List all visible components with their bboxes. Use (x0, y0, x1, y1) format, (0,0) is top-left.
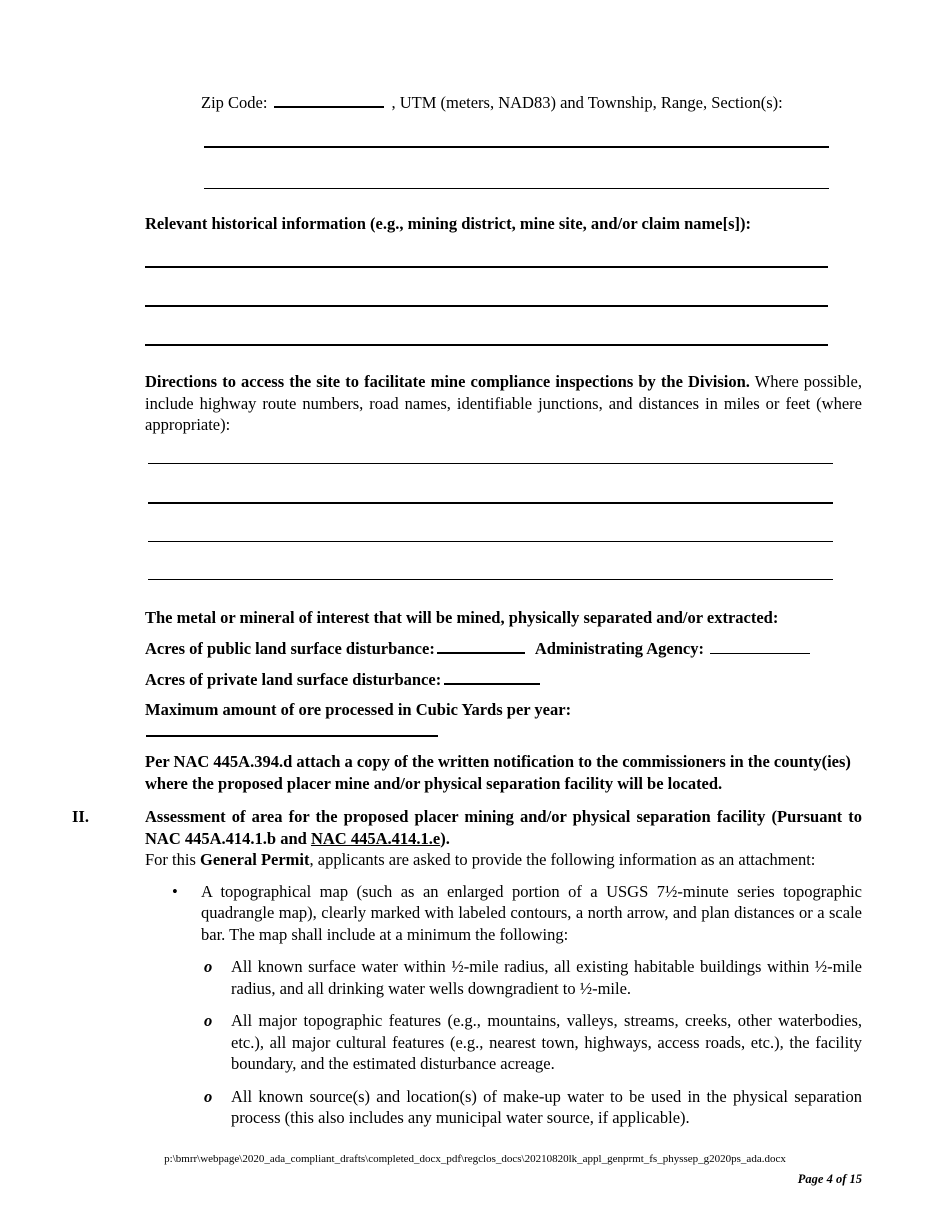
section-ii (72, 806, 862, 871)
page-number: Page 4 of 15 (797, 1172, 862, 1186)
acres-public-line (145, 638, 862, 660)
sub-bullet-icon: o (204, 1086, 213, 1106)
max-ore-label: Maximum amount of ore processed in Cubic Yards per year: (145, 700, 572, 719)
blank-line (148, 502, 833, 504)
intro-tail: , applicants are asked to provide the following information as an attachment: (309, 850, 816, 869)
max-ore-line (145, 699, 862, 742)
bullet-icon: • (172, 881, 178, 901)
blank-line (145, 344, 828, 346)
footer-file-path: p:\bmrr\webpage\2020_ada_compliant_drafts\completed_docx_pdf\regclos_docs\20210820lk_appl_genprmt_fs_physsep_g2020ps_ada.docx (164, 1153, 786, 1165)
section-ii-heading-text: Assessment of area for the proposed placer mining and/or physical separation facility (Pursuant to NAC 445A.414.1.b and (145, 807, 862, 848)
list-item-text: A topographical map (such as an enlarged portion of a USGS 7½-minute series topographic quadrangle map), clearly marked with labeled contours, a north arrow, and plan distances or a scale bar. The map shall include at a minimum the following: (201, 881, 862, 944)
acres-private-label: Acres of private land surface disturbance: (145, 669, 442, 689)
list-item-surface-water (145, 956, 862, 999)
max-ore-blank (146, 722, 438, 737)
acres-private-blank (444, 670, 540, 685)
acres-public-label: Acres of public land surface disturbance: (145, 639, 435, 658)
blank-line (145, 266, 828, 268)
section-ii-number: II. (72, 807, 89, 826)
section-ii-intro (145, 849, 862, 871)
blank-line (148, 579, 833, 580)
zip-code-blank (274, 93, 384, 108)
general-permit-emphasis: General Permit (200, 850, 310, 869)
sub-bullet-icon: o (204, 1011, 213, 1030)
blank-line (145, 305, 828, 307)
blank-line (204, 146, 829, 148)
sub-bullet-icon: o (204, 957, 213, 976)
section-ii-heading-nac-ref: NAC 445A.414.1.e (310, 828, 441, 848)
list-item-topographic-features (145, 1010, 862, 1075)
administrating-agency-label: Administrating Agency: (534, 639, 704, 658)
zip-code-line (201, 92, 862, 114)
directions-body: Where possible, include highway route numbers, road names, identifiable junctions, and distances in miles or feet (where appropriate): (145, 372, 862, 434)
historical-info-heading: Relevant historical information (e.g., mining district, mine site, and/or claim name[s]): (145, 213, 751, 233)
administrating-agency-blank (710, 640, 810, 654)
list-item-text: All known source(s) and location(s) of make-up water to be used in the physical separation process (this also includes any municipal water source, if applicable). (231, 1086, 862, 1127)
intro-lead: For this (145, 850, 201, 869)
blank-line (204, 188, 829, 189)
section-ii-heading-end: ). (440, 828, 450, 848)
list-item-text: All major topographic features (e.g., mountains, valleys, streams, creeks, other waterbodies, etc.), all major cultural features (e.g., nearest town, highways, access roads, etc.), the facility boundary, and the estimated disturbance acreage. (231, 1011, 862, 1073)
blank-line (148, 541, 833, 542)
directions-bold-lead: Directions to access the site to facilitate mine compliance inspections by the Division. (145, 372, 750, 391)
directions-paragraph (145, 371, 862, 436)
acres-public-blank (437, 639, 525, 654)
nac-notification-paragraph: Per NAC 445A.394.d attach a copy of the written notification to the commissioners in the county(ies) where the proposed placer mine and/or physical separation facility will be located. (145, 752, 851, 793)
metal-mineral-heading: The metal or mineral of interest that will be mined, physically separated and/or extracted: (145, 607, 779, 627)
blank-line (148, 463, 833, 464)
utm-township-label: , UTM (meters, NAD83) and Township, Range, Section(s): (391, 93, 783, 112)
list-item-topographical-map (145, 881, 862, 946)
acres-private-line (145, 669, 862, 691)
zip-code-label: Zip Code: (201, 93, 268, 112)
list-item-text: All known surface water within ½-mile radius, all existing habitable buildings within ½-mile radius, and all drinking water wells downgradient to ½-mile. (231, 957, 862, 998)
list-item-makeup-water (145, 1086, 862, 1129)
section-ii-heading (145, 806, 862, 849)
